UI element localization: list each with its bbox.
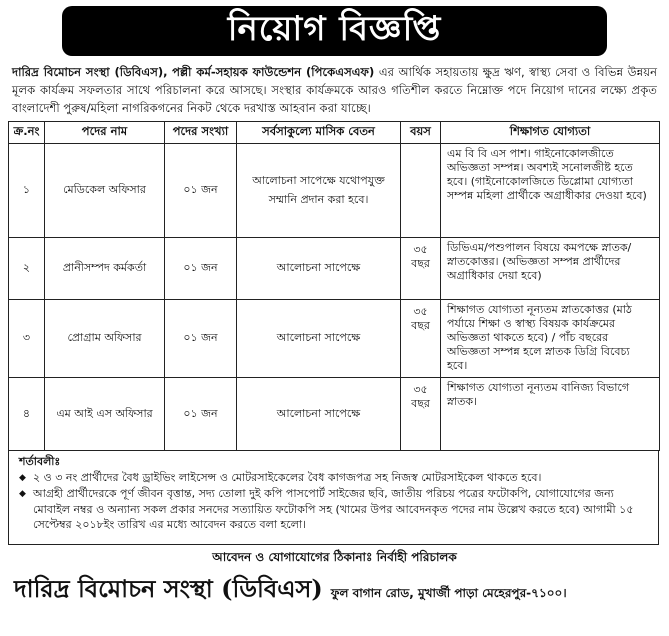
cell-count: ০১ জন: [165, 378, 237, 451]
condition-item: [19, 470, 652, 487]
cell-count: ০১ জন: [165, 300, 237, 378]
cell-post: প্রানীসম্পদ কর্মকর্তা: [45, 238, 165, 300]
cell-count: ০১ জন: [165, 144, 237, 238]
cell-serial: ২: [9, 238, 45, 300]
footer-org-name: দারিদ্র বিমোচন সংস্থা (ডিবিএস): [14, 574, 323, 603]
cell-age: [401, 144, 441, 238]
header-salary: সর্বসাকুল্যে মাসিক বেতন: [237, 122, 401, 144]
condition-text: আগ্রহী প্রার্থীদেরকে পূর্ণ জীবন বৃত্তান্ত, সদ্য তোলা দুই কপি পাসপোর্ট সাইজের ছবি, জাতীয় পরিচয় পত্রের ফটোকপি, যোগাযোগের জন্য মোবাইল নম্বর ও অন্যান্য সকল প্রকার সনদের সত্যায়িত ফটোকপি সহ (খামের উপর আবেদনকৃত পদের নাম উল্লেখ করতে হবে) আগামী ১৫ সেপ্টেম্বর ২০১৮ইং তারিখ এর মধ্যে আবেদন করতে বলা হলো।: [33, 487, 634, 531]
conditions-heading: শর্তাবলীঃ: [19, 455, 61, 468]
cell-salary: আলোচনা সাপেক্ষে: [237, 300, 401, 378]
conditions-box: [8, 451, 659, 545]
cell-qualification: এম বি বি এস পাশ। গাইনোকোলজীতে অভিজ্ঞতা সম্পন্ন। অবশ্যই সনোলজীষ্ট হতে হবে। (গাইনোকোলজিতে ডিপ্লোমা যোগ্যতা সম্পন্ন মহিলা প্রার্থীকে অগ্রাধীকার দেওয়া হবে): [441, 144, 660, 238]
condition-text: ২ ও ৩ নং প্রার্থীদের বৈধ ড্রাইভিং লাইসেন্স ও মোটরসাইকেলের বৈধ কাগজপত্র সহ নিজস্ব মোটরসাইকেল থাকতে হবে।: [33, 470, 542, 484]
cell-post: মেডিকেল অফিসার: [45, 144, 165, 238]
cell-post: এম আই এস অফিসার: [45, 378, 165, 451]
footer-address: ফুল বাগান রোড, মুখার্জী পাড়া মেহেরপুর-৭১০০।: [330, 586, 567, 600]
intro-pksf-name: পল্লী কর্ম-সহায়ক ফাউন্ডেশন (পিকেএসএফ): [172, 65, 375, 79]
cell-age: ৩৫ বছর: [401, 238, 441, 300]
cell-post: প্রোগ্রাম অফিসার: [45, 300, 165, 378]
notice-title: নিয়োগ বিজ্ঞপ্তি: [62, 6, 607, 56]
cell-serial: ১: [9, 144, 45, 238]
cell-salary: আলোচনা সাপেক্ষে: [237, 238, 401, 300]
cell-qualification: শিক্ষাগত যোগ্যতা নূন্যতম স্নাতকোত্তর (মাঠ পর্যায়ে শিক্ষা ও স্বাস্থ্য বিষয়ক কার্যক্রমের অভিজ্ঞতা থাকতে হবে) / পাঁচ বছরের অভিজ্ঞতা সম্পন্ন হলে স্নাতক ডিগ্রি বিবেচ্য হবে।: [441, 300, 660, 378]
intro-paragraph: [8, 63, 661, 117]
job-table: [8, 121, 660, 451]
footer: [8, 571, 661, 611]
cell-qualification: শিক্ষাগত যোগ্যতা নূন্যতম বানিজ্য বিভাগে স্নাতক।: [441, 378, 660, 451]
cell-age: ৩৫ বছর: [401, 378, 441, 451]
cell-serial: ৪: [9, 378, 45, 451]
cell-count: ০১ জন: [165, 238, 237, 300]
table-row: [9, 378, 660, 451]
diamond-bullet-icon: ◆: [19, 472, 26, 483]
cell-qualification: ডিভিএম/পশুপালন বিষয়ে কমপক্ষে স্নাতক/স্নাতকোত্তর। (অভিজ্ঞতা সম্পন্ন প্রার্থীদের অগ্রাধিকার দেয়া হবে): [441, 238, 660, 300]
header-qualification: শিক্ষাগত যোগ্যতা: [441, 122, 660, 144]
header-count: পদের সংখ্যা: [165, 122, 237, 144]
contact-label: আবেদন ও যোগাযোগের ঠিকানাঃ নির্বাহী পরিচালক: [212, 550, 457, 564]
header-post: পদের নাম: [45, 122, 165, 144]
diamond-bullet-icon: ◆: [19, 489, 26, 499]
table-row: [9, 300, 660, 378]
cell-age: ৩৫ বছর: [401, 300, 441, 378]
cell-serial: ৩: [9, 300, 45, 378]
intro-text: এর আর্থিক সহায়তায় ক্ষুদ্র ঋণ, স্বাস্থ্য সেবা ও বিভিন্ন উন্নয়ন মূলক কার্যক্রম সফলতার সাথে পরিচালনা করে আসছে। সংস্থার কার্যক্রমকে আরও গতিশীল করতে নিম্নোক্ত পদে নিয়োগ দানের লক্ষ্যে প্রকৃত বাংলাদেশী পুরুষ/মহিলা নাগরিকগনের নিকট থেকে দরখাস্ত আহবান করা যাচ্ছে।: [12, 65, 658, 115]
header-age: বয়স: [401, 122, 441, 144]
condition-item: [19, 486, 652, 533]
table-row: [9, 144, 660, 238]
cell-salary: আলোচনা সাপেক্ষে যথোপযুক্ত সম্মানি প্রদান করা হবে।: [237, 144, 401, 238]
table-header-row: [9, 122, 660, 144]
table-row: [9, 238, 660, 300]
header-serial: ক্র.নং: [9, 122, 45, 144]
cell-salary: আলোচনা সাপেক্ষে: [237, 378, 401, 451]
intro-org-name: দারিদ্র বিমোচন সংস্থা (ডিবিএস),: [12, 65, 168, 79]
